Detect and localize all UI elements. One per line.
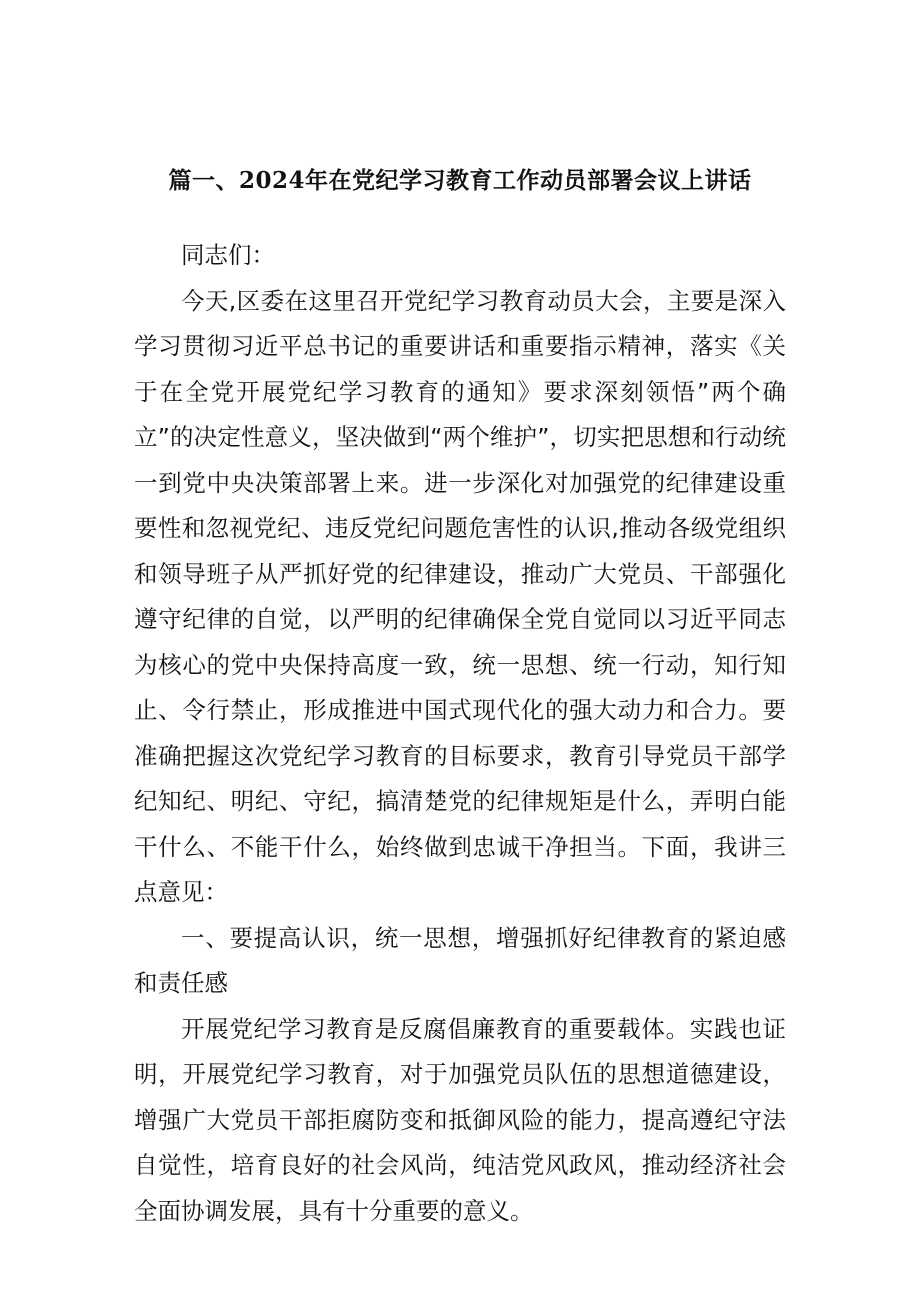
section-heading-one: 一、要提高认识，统一思想，增强抓好纪律教育的紧迫感和责任感 bbox=[134, 923, 786, 997]
paragraph-intro: 今天,区委在这里召开党纪学习教育动员大会，主要是深入学习贯彻习近平总书记的重要讲话和重要指示精神，落实《关于在全党开展党纪学习教育的通知》要求深刻领悟”两个确立”的决定性意义，坚决做到“两个维护”，切实把思想和行动统一到党中央决策部署上来。进一步深化对加强党的纪律建设重要性和忽视党纪、违反党纪问题危害性的认识,推动各级党组织和领导班子从严抓好党的纪律建设，推动广大党员、干部强化遵守纪律的自觉，以严明的纪律确保全党自觉同以习近平同志为核心的党中央保持高度一致，统一思想、统一行动，知行知止、令行禁止，形成推进中国式现代化的强大动力和合力。要准确把握这次党纪学习教育的目标要求，教育引导党员干部学纪知纪、明纪、守纪，搞清楚党的纪律规矩是什么，弄明白能干什么、不能干什么，始终做到忠诚干净担当。下面，我讲三点意见： bbox=[134, 286, 786, 906]
document-title: 篇一、2024年在党纪学习教育工作动员部署会议上讲话 bbox=[168, 167, 752, 194]
paragraph-section-one: 开展党纪学习教育是反腐倡廉教育的重要载体。实践也证明，开展党纪学习教育，对于加强党员队伍的思想道德建设，增强广大党员干部拒腐防变和抵御风险的能力，提高遵纪守法自觉性，培育良好的社会风尚，纯洁党风政风，推动经济社会全面协调发展，具有十分重要的意义。 bbox=[134, 1014, 786, 1225]
document-body bbox=[134, 233, 786, 1234]
salutation: 同志们： bbox=[181, 241, 275, 269]
